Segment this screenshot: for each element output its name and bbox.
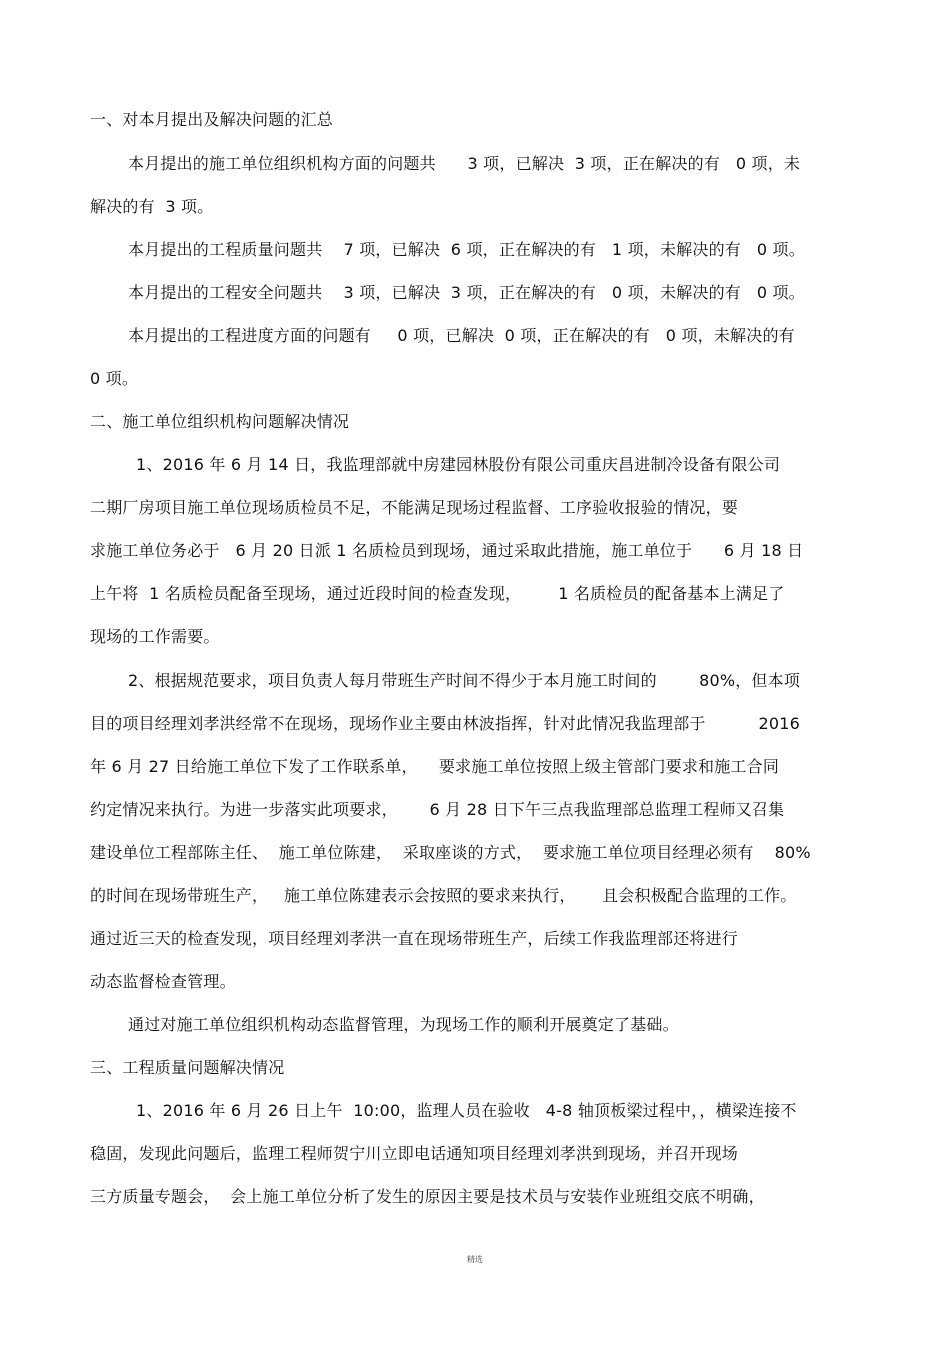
summary-progress-line2: 0 项。 bbox=[90, 369, 139, 388]
para-2-2-line1: 2、根据规范要求，项目负责人每月带班生产时间不得少于本月施工时间的 80%，但本项 bbox=[128, 671, 801, 690]
para-2-1-line3: 求施工单位务必于 6 月 20 日派 1 名质检员到现场，通过采取此措施，施工单位于 6 月 18 日 bbox=[90, 541, 804, 560]
para-3-1-line1: 1、2016 年 6 月 26 日上午 10:00，监理人员在验收 4-8 轴顶板梁过程中，，横梁连接不 bbox=[136, 1101, 797, 1120]
para-2-1-line2: 二期厂房项目施工单位现场质检员不足，不能满足现场过程监督、工序验收报验的情况，要 bbox=[90, 498, 739, 517]
heading-3: 三、工程质量问题解决情况 bbox=[90, 1058, 285, 1077]
summary-org-line2: 解决的有 3 项。 bbox=[90, 197, 214, 216]
summary-safety: 本月提出的工程安全问题共 3 项，已解决 3 项，正在解决的有 0 项，未解决的有 0 项。 bbox=[128, 283, 805, 302]
para-3-1-line2: 稳固，发现此问题后，监理工程师贺宁川立即电话通知项目经理刘孝洪到现场，并召开现场 bbox=[90, 1144, 739, 1163]
summary-org-line1: 本月提出的施工单位组织机构方面的问题共 3 项，已解决 3 项，正在解决的有 0 项，未 bbox=[128, 154, 801, 173]
para-2-2-line4: 约定情况来执行。为进一步落实此项要求， 6 月 28 日下午三点我监理部总监理工程师又召集 bbox=[90, 800, 785, 819]
para-2-1-line5: 现场的工作需要。 bbox=[90, 627, 220, 646]
heading-1: 一、对本月提出及解决问题的汇总 bbox=[90, 110, 334, 129]
para-2-2-line6: 的时间在现场带班生产， 施工单位陈建表示会按照的要求来执行， 且会积极配合监理的工作。 bbox=[90, 886, 797, 905]
para-2-2-line3: 年 6 月 27 日给施工单位下发了工作联系单， 要求施工单位按照上级主管部门要求和施工合同 bbox=[90, 757, 780, 776]
para-2-1-line1: 1、2016 年 6 月 14 日，我监理部就中房建园林股份有限公司重庆昌进制冷设备有限公司 bbox=[136, 455, 781, 474]
para-2-1-line4: 上午将 1 名质检员配备至现场，通过近段时间的检查发现， 1 名质检员的配备基本上满足了 bbox=[90, 584, 785, 603]
para-2-conclusion: 通过对施工单位组织机构动态监督管理，为现场工作的顺利开展奠定了基础。 bbox=[128, 1015, 679, 1034]
para-2-2-line8: 动态监督检查管理。 bbox=[90, 972, 236, 991]
para-2-2-line5: 建设单位工程部陈主任、 施工单位陈建， 采取座谈的方式， 要求施工单位项目经理必须有 80% bbox=[90, 843, 811, 862]
para-2-2-line7: 通过近三天的检查发现，项目经理刘孝洪一直在现场带班生产，后续工作我监理部还将进行 bbox=[90, 929, 739, 948]
page-footer: 精选 bbox=[467, 1255, 483, 1264]
summary-progress-line1: 本月提出的工程进度方面的问题有 0 项，已解决 0 项，正在解决的有 0 项，未解决的有 bbox=[128, 326, 795, 345]
summary-quality: 本月提出的工程质量问题共 7 项，已解决 6 项，正在解决的有 1 项，未解决的有 0 项。 bbox=[128, 240, 805, 259]
para-2-2-line2: 目的项目经理刘孝洪经常不在现场，现场作业主要由林波指挥，针对此情况我监理部于 2016 bbox=[90, 714, 800, 733]
para-3-1-line3: 三方质量专题会， 会上施工单位分析了发生的原因主要是技术员与安装作业班组交底不明确， bbox=[90, 1187, 765, 1206]
heading-2: 二、施工单位组织机构问题解决情况 bbox=[90, 412, 350, 431]
